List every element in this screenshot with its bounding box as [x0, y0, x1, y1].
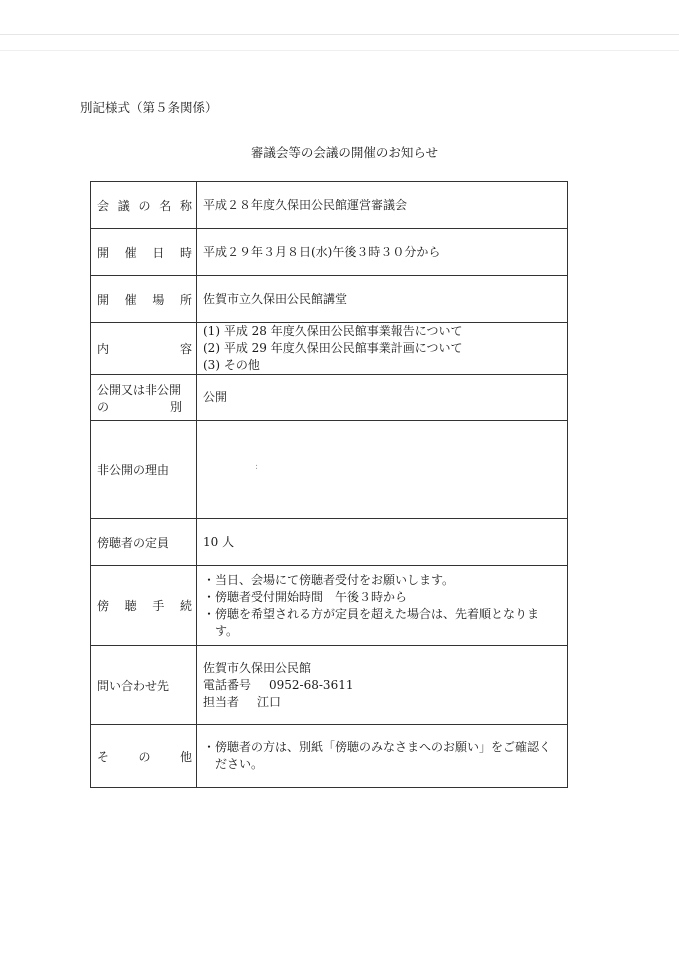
label-char: 時 [179, 245, 192, 260]
contact-org: 佐賀市久保田公民館 [203, 660, 312, 675]
value-content [197, 323, 568, 375]
scan-speck: : [255, 462, 259, 472]
contact-phone-label: 電話番号 [203, 677, 252, 692]
label-reason [97, 461, 192, 478]
label-char: の [138, 198, 151, 213]
label-char: 称 [179, 198, 192, 213]
value-procedure [197, 566, 568, 646]
value-place: 佐賀市立久保田公民館講堂 [197, 276, 568, 323]
label-char: の [97, 399, 110, 414]
document-title: 審議会等の会議の開催のお知らせ [250, 145, 439, 160]
value-other [197, 725, 568, 788]
label-disclosure [97, 381, 192, 415]
label-disclosure-line2 [97, 398, 192, 415]
row-meeting-name [91, 182, 568, 229]
label-contact [97, 677, 192, 694]
row-content [91, 323, 568, 375]
label-char: 場 [152, 292, 165, 307]
label-meeting-name [97, 197, 192, 214]
value-meeting-name: 平成２８年度久保田公民館運営審議会 [197, 182, 568, 229]
label-char: そ [97, 749, 110, 764]
label-char: 開 [97, 245, 110, 260]
label-place [97, 291, 192, 308]
label-char: 名 [159, 198, 172, 213]
label-char: 議 [117, 198, 130, 213]
label-char: 容 [179, 342, 192, 356]
label-char: 会 [97, 198, 110, 213]
contact-person [203, 694, 559, 711]
procedure-item: ・当日、会場にて傍聴者受付をお願いします。 [203, 572, 455, 587]
label-char: 催 [124, 292, 137, 307]
row-procedure [91, 566, 568, 646]
scan-artifact-line [0, 50, 679, 51]
content-item: (2) 平成 29 年度久保田公民館事業計画について [203, 341, 463, 355]
label-char: 内 [97, 342, 110, 356]
row-reason [91, 421, 568, 519]
label-datetime [97, 244, 192, 261]
row-disclosure [91, 375, 568, 421]
form-reference: 別記様式（第５条関係） [80, 100, 218, 115]
label-char: 手 [152, 599, 165, 613]
row-capacity [91, 519, 568, 566]
label-char: 催 [124, 245, 137, 260]
label-disclosure-line1: 公開又は非公開 [97, 382, 182, 397]
contact-person-label: 担当者 [203, 694, 240, 709]
label-char: 傍聴者の定員 [97, 535, 170, 550]
label-char: 非公開の理由 [97, 463, 170, 477]
label-char: 続 [179, 599, 192, 613]
value-reason [197, 421, 568, 519]
other-item: ・傍聴者の方は、別紙「傍聴のみなさまへのお願い」をご確認ください。 [203, 740, 552, 771]
procedure-item: ・傍聴者受付開始時間 午後３時から [203, 589, 408, 604]
value-capacity: 10 人 [197, 519, 568, 566]
content-item: (3) その他 [203, 358, 260, 372]
row-place [91, 276, 568, 323]
row-other [91, 725, 568, 788]
label-char: 他 [179, 749, 192, 764]
value-disclosure: 公開 [197, 375, 568, 421]
row-contact [91, 646, 568, 725]
label-other [97, 748, 192, 765]
contact-person-name: 江口 [257, 694, 282, 709]
scan-artifact-line [0, 34, 679, 35]
procedure-item: ・傍聴を希望される方が定員を超えた場合は、先着順となります。 [203, 606, 540, 638]
label-capacity [97, 534, 192, 551]
label-content [97, 340, 192, 357]
label-procedure [97, 597, 192, 614]
value-contact [197, 646, 568, 725]
label-char: 所 [179, 292, 192, 307]
contact-phone-number: 0952-68-3611 [269, 677, 354, 692]
label-char: 開 [97, 292, 110, 307]
label-char: 別 [169, 399, 182, 414]
row-datetime [91, 229, 568, 276]
label-char: 日 [152, 245, 165, 260]
contact-phone [203, 677, 559, 694]
notice-table [90, 181, 568, 788]
content-item: (1) 平成 28 年度久保田公民館事業報告について [203, 324, 463, 338]
value-datetime: 平成２９年３月８日(水)午後３時３０分から [197, 229, 568, 276]
label-char: 聴 [124, 599, 137, 613]
label-char: 問い合わせ先 [97, 678, 170, 693]
label-char: の [138, 749, 151, 764]
label-char: 傍 [97, 599, 110, 613]
